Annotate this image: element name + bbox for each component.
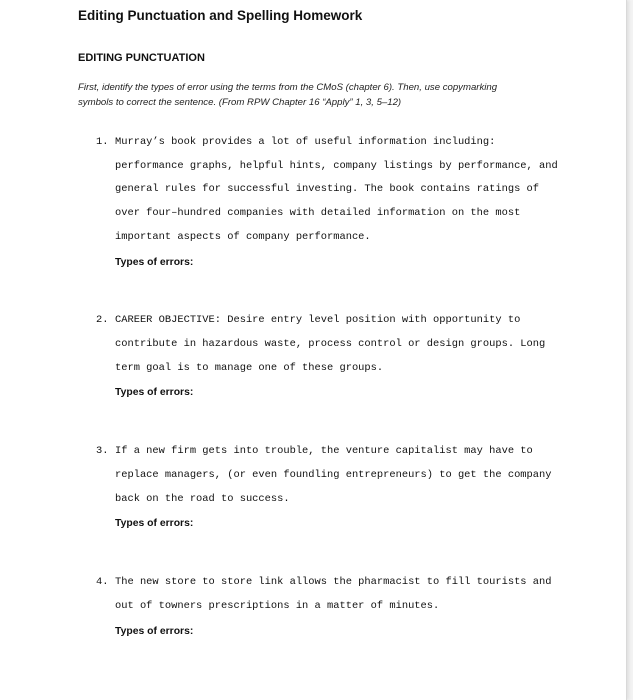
item-number: 4. (96, 576, 109, 588)
item-line: Murray’s book provides a lot of useful information including: (115, 136, 496, 148)
page-title: Editing Punctuation and Spelling Homework (78, 8, 363, 23)
instructions (78, 80, 558, 110)
item-line: replace managers, (or even foundling entrepreneurs) to get the company (115, 469, 552, 481)
types-of-errors-label: Types of errors: (115, 626, 194, 637)
item-line: performance graphs, helpful hints, company listings by performance, and (115, 160, 558, 172)
instructions-line-2: symbols to correct the sentence. (From RPW Chapter 16 “Apply” 1, 3, 5–12) (78, 97, 402, 108)
item-line: important aspects of company performance. (115, 231, 371, 243)
instructions-line-1: First, identify the types of error using the terms from the CMoS (chapter 6). Then, use copymarking (78, 82, 498, 93)
item-line: general rules for successful investing. The book contains ratings of (115, 183, 540, 195)
item-line: contribute in hazardous waste, process control or design groups. Long (115, 338, 546, 350)
item-line: over four–hundred companies with detailed information on the most (115, 207, 521, 219)
item-line: CAREER OBJECTIVE: Desire entry level position with opportunity to (115, 314, 521, 326)
item-number: 1. (96, 136, 109, 148)
item-line: out of towners prescriptions in a matter of minutes. (115, 600, 440, 612)
types-of-errors-label: Types of errors: (115, 257, 194, 268)
item-line: term goal is to manage one of these groups. (115, 362, 384, 374)
item-line: back on the road to success. (115, 493, 290, 505)
item-line: If a new firm gets into trouble, the venture capitalist may have to (115, 445, 533, 457)
item-line: The new store to store link allows the pharmacist to fill tourists and (115, 576, 552, 588)
types-of-errors-label: Types of errors: (115, 518, 194, 529)
item-number: 2. (96, 314, 109, 326)
item-number: 3. (96, 445, 109, 457)
types-of-errors-label: Types of errors: (115, 387, 194, 398)
section-heading: EDITING PUNCTUATION (78, 52, 205, 64)
